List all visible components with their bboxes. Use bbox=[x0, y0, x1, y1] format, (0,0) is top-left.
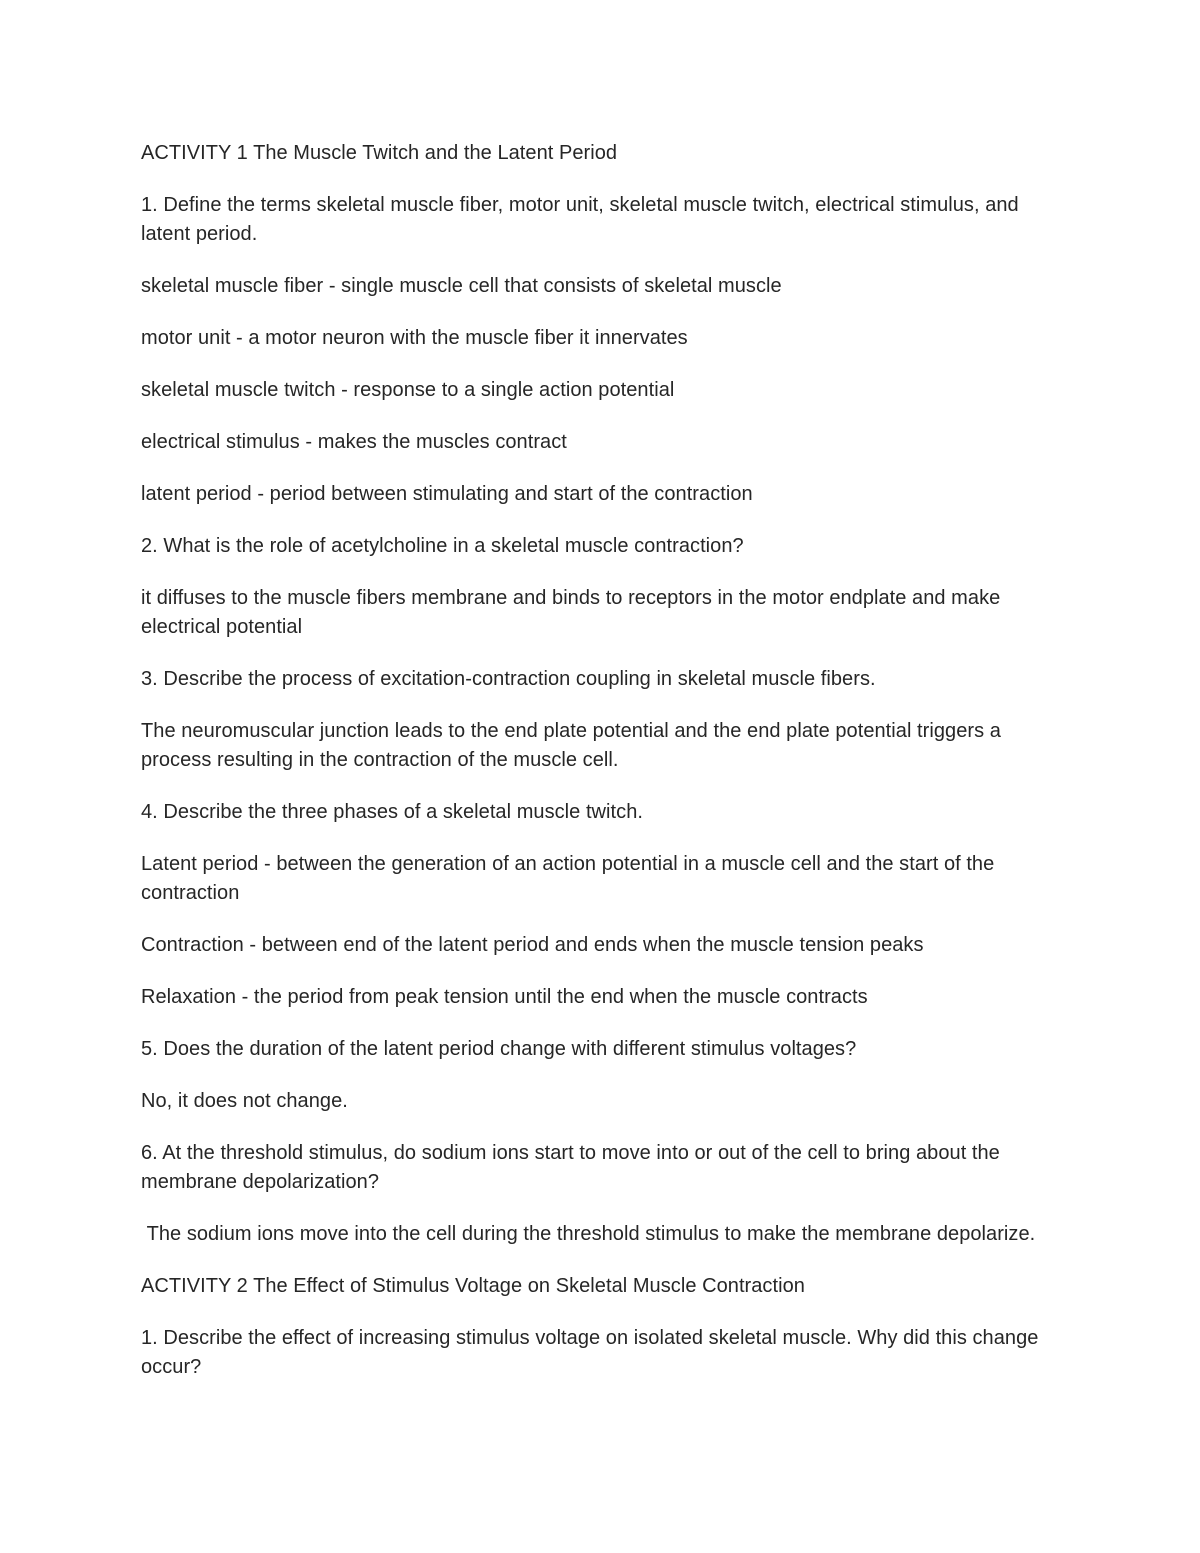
answer-latent-period: latent period - period between stimulating and start of the contraction bbox=[141, 483, 753, 505]
answer-3: The neuromuscular junction leads to the end plate potential and the end plate potential triggers a process resulting in the contraction of the muscle cell. bbox=[141, 720, 1007, 771]
question-5: 5. Does the duration of the latent period change with different stimulus voltages? bbox=[141, 1038, 857, 1060]
question-1: 1. Define the terms skeletal muscle fiber, motor unit, skeletal muscle twitch, electrical stimulus, and latent period. bbox=[141, 194, 1025, 245]
answer-skeletal-muscle-twitch: skeletal muscle twitch - response to a single action potential bbox=[141, 379, 675, 401]
activity-2-question-1: 1. Describe the effect of increasing stimulus voltage on isolated skeletal muscle. Why did this change occur? bbox=[141, 1327, 1045, 1378]
question-2: 2. What is the role of acetylcholine in a skeletal muscle contraction? bbox=[141, 535, 744, 557]
activity-1-heading: ACTIVITY 1 The Muscle Twitch and the Latent Period bbox=[141, 142, 618, 164]
answer-skeletal-muscle-fiber: skeletal muscle fiber - single muscle cell that consists of skeletal muscle bbox=[141, 275, 782, 297]
question-3: 3. Describe the process of excitation-contraction coupling in skeletal muscle fibers. bbox=[141, 668, 876, 690]
question-6: 6. At the threshold stimulus, do sodium ions start to move into or out of the cell to bring about the membrane depolarization? bbox=[141, 1142, 1006, 1193]
document-body bbox=[141, 139, 1071, 1405]
answer-2: it diffuses to the muscle fibers membrane and binds to receptors in the motor endplate and make electrical potential bbox=[141, 587, 1006, 638]
answer-5: No, it does not change. bbox=[141, 1090, 348, 1112]
answer-4-latent-period: Latent period - between the generation of an action potential in a muscle cell and the start of the contraction bbox=[141, 853, 1000, 904]
answer-motor-unit: motor unit - a motor neuron with the muscle fiber it innervates bbox=[141, 327, 688, 349]
activity-2-heading: ACTIVITY 2 The Effect of Stimulus Voltage on Skeletal Muscle Contraction bbox=[141, 1275, 805, 1297]
answer-4-relaxation: Relaxation - the period from peak tension until the end when the muscle contracts bbox=[141, 986, 868, 1008]
question-4: 4. Describe the three phases of a skeletal muscle twitch. bbox=[141, 801, 643, 823]
answer-electrical-stimulus: electrical stimulus - makes the muscles contract bbox=[141, 431, 567, 453]
answer-4-contraction: Contraction - between end of the latent period and ends when the muscle tension peaks bbox=[141, 934, 924, 956]
answer-6: The sodium ions move into the cell during the threshold stimulus to make the membrane depolarize. bbox=[141, 1223, 1036, 1245]
